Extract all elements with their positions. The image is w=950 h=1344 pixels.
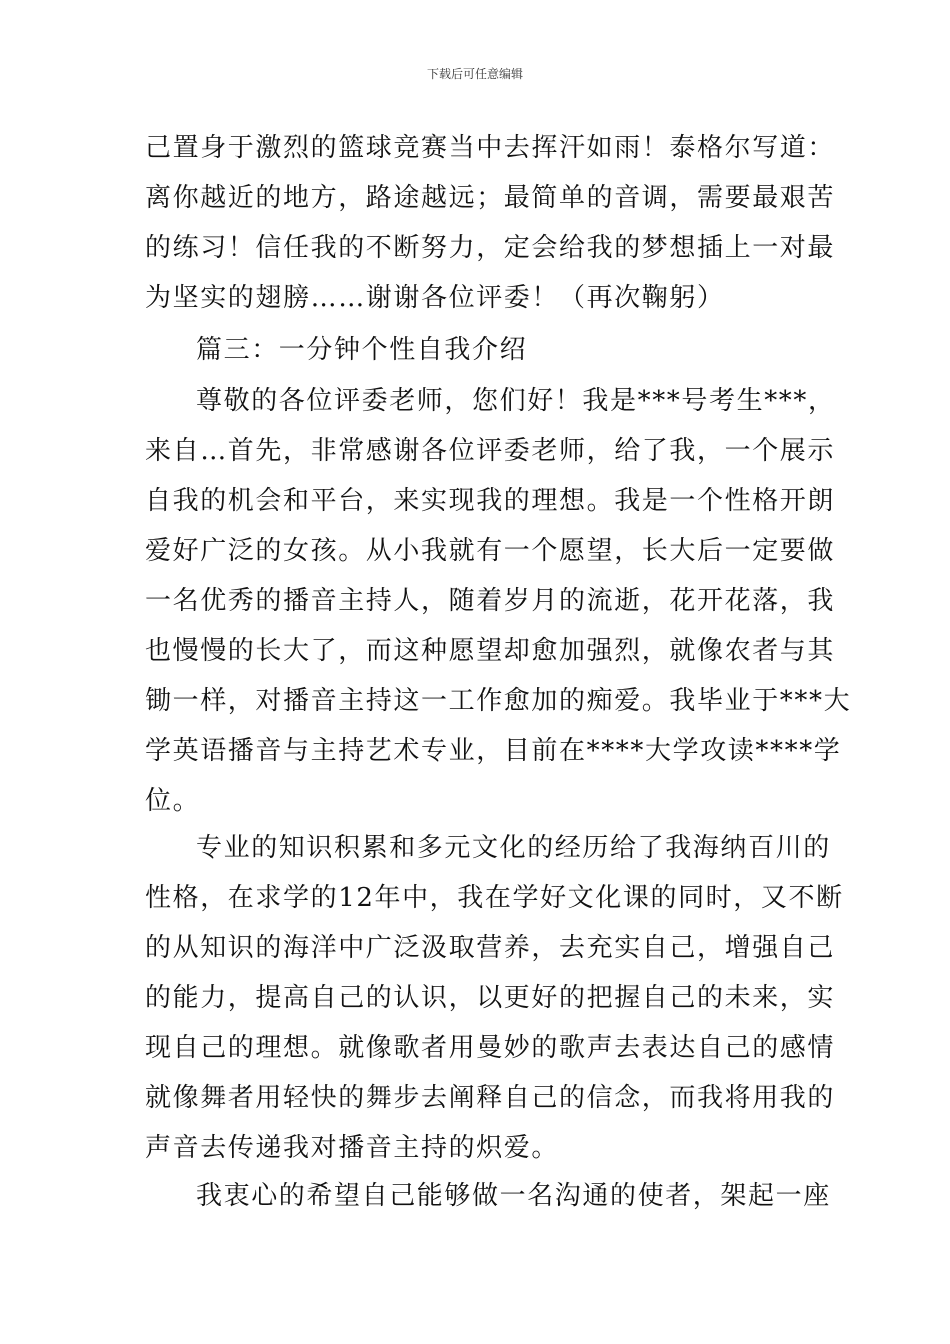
page-header: 下载后可任意编辑 [426,67,523,81]
text-line: 就像舞者用轻快的舞步去阐释自己的信念，而我将用我的 [145,1083,836,1113]
text-line: 为坚实的翅膀……谢谢各位评委！（再次鞠躬） [145,283,725,313]
text-line: 一名优秀的播音主持人，随着岁月的流逝，花开花落，我 [145,586,836,616]
text-line: 锄一样，对播音主持这一工作愈加的痴爱。我毕业于***大 [145,686,852,716]
text-line: 的能力，提高自己的认识，以更好的把握自己的未来，实 [145,983,836,1013]
section-heading: 篇三：一分钟个性自我介绍 [196,335,528,365]
text-line: 来自…首先，非常感谢各位评委老师，给了我，一个展示 [145,436,836,466]
text-line: 也慢慢的长大了，而这种愿望却愈加强烈，就像农者与其 [145,636,836,666]
text-line: 的练习！信任我的不断努力，定会给我的梦想插上一对最 [145,233,836,263]
text-line: 学英语播音与主持艺术专业，目前在****大学攻读****学 [145,736,842,766]
text-line: 尊敬的各位评委老师，您们好！我是***号考生***， [196,386,836,416]
text-line: 离你越近的地方，路途越远；最简单的音调，需要最艰苦 [145,183,836,213]
text-line: 声音去传递我对播音主持的炽爱。 [145,1133,560,1163]
text-line: 爱好广泛的女孩。从小我就有一个愿望，长大后一定要做 [145,536,836,566]
text-line: 专业的知识积累和多元文化的经历给了我海纳百川的 [196,833,831,863]
text-line: 我衷心的希望自己能够做一名沟通的使者，架起一座 [196,1181,831,1211]
text-line: 位。 [145,786,201,816]
text-line: 现自己的理想。就像歌者用曼妙的歌声去表达自己的感情 [145,1033,836,1063]
text-line: 己置身于激烈的篮球竞赛当中去挥汗如雨！泰格尔写道： [145,133,836,163]
text-line: 的从知识的海洋中广泛汲取营养，去充实自己，增强自己 [145,933,836,963]
text-line: 自我的机会和平台，来实现我的理想。我是一个性格开朗 [145,486,836,516]
text-line: 性格，在求学的12年中，我在学好文化课的同时，又不断 [145,883,844,913]
